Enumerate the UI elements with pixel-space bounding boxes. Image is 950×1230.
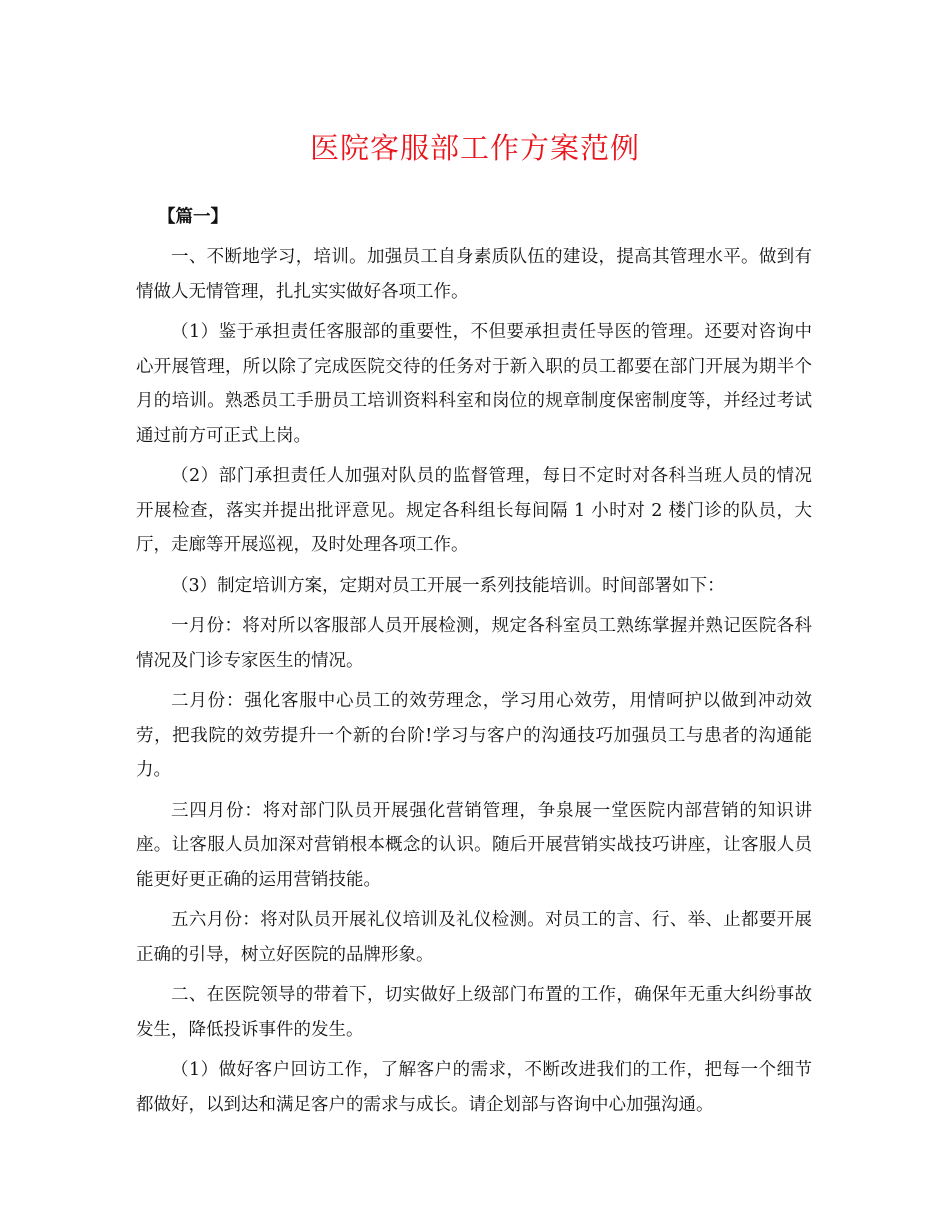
- document-title: 医院客服部工作方案范例: [309, 131, 640, 165]
- paragraph-6: 二月份：强化客服中心员工的效劳理念，学习用心效劳，用情呵护以做到冲动效劳，把我院的效劳提升一个新的台阶!学习与客户的沟通技巧加强员工与患者的沟通能力。: [136, 691, 812, 780]
- paragraph-5: 一月份：将对所以客服部人员开展检测，规定各科室员工熟练掌握并熟记医院各科情况及门诊专家医生的情况。: [136, 616, 812, 671]
- paragraph-10: （1）做好客户回访工作，了解客户的需求，不断改进我们的工作，把每一个细节都做好，以到达和满足客户的需求与成长。请企划部与咨询中心加强沟通。: [136, 1060, 812, 1115]
- paragraph-7: 三四月份：将对部门队员开展强化营销管理，争泉展一堂医院内部营销的知识讲座。让客服人员加深对营销根本概念的认识。随后开展营销实战技巧讲座，让客服人员能更好更正确的运用营销技能。: [136, 800, 812, 890]
- paragraph-4: （3）制定培训方案，定期对员工开展一系列技能培训。时间部署如下：: [171, 575, 725, 596]
- paragraph-8: 五六月份：将对队员开展礼仪培训及礼仪检测。对员工的言、行、举、止都要开展正确的引导，树立好医院的品牌形象。: [136, 910, 812, 965]
- paragraph-2: （1）鉴于承担责任客服部的重要性，不但要承担责任导医的管理。还要对咨询中心开展管理，所以除了完成医院交待的任务对于新入职的员工都要在部门开展为期半个月的培训。熟悉员工手册员工培训资料科室和岗位的规章制度保密制度等，并经过考试通过前方可正式上岗。: [136, 322, 812, 446]
- paragraph-3: （2）部门承担责任人加强对队员的监督管理，每日不定时对各科当班人员的情况开展检查，落实并提出批评意见。规定各科组长每间隔 1 小时对 2 楼门诊的队员，大厅，走廊等开展巡视，及时处理各项工作。: [136, 466, 812, 555]
- paragraph-9: 二、在医院领导的带着下，切实做好上级部门布置的工作，确保年无重大纠纷事故发生，降低投诉事件的发生。: [136, 985, 812, 1040]
- section-label: 【篇一】: [158, 207, 228, 227]
- paragraph-1: 一、不断地学习，培训。加强员工自身素质队伍的建设，提高其管理水平。做到有情做人无情管理，扎扎实实做好各项工作。: [136, 247, 812, 302]
- document-body: [136, 200, 812, 1128]
